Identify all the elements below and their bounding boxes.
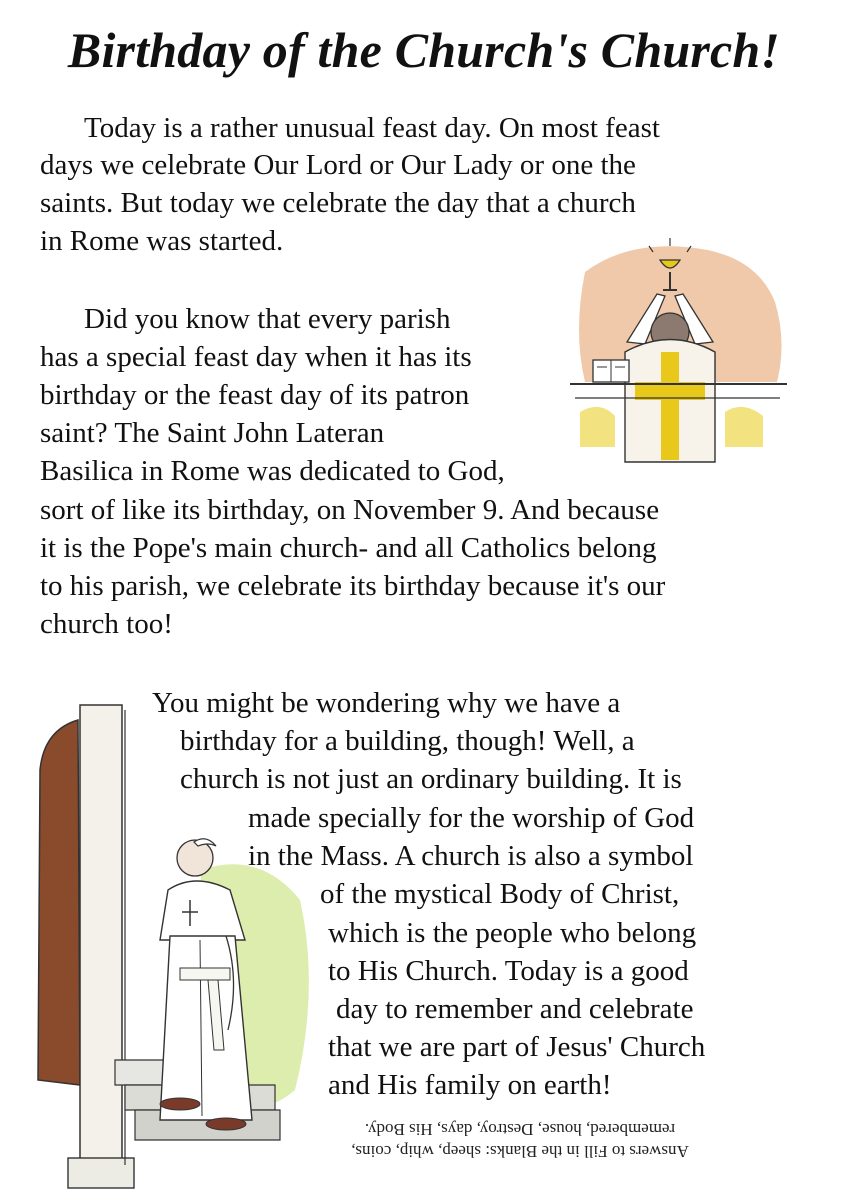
paragraph-line: that we are part of Jesus' Church <box>328 1031 706 1063</box>
paragraph-line: of the mystical Body of Christ, <box>320 878 680 910</box>
paragraph-line: made specially for the worship of God <box>248 802 695 834</box>
paragraph-line: Did you know that every parish <box>84 303 451 335</box>
priest-elevating-chalice-illustration <box>565 232 790 472</box>
paragraph-line: day to remember and celebrate <box>336 993 694 1025</box>
paragraph-line: in the Mass. A church is also a symbol <box>248 840 694 872</box>
paragraph-line: sort of like its birthday, on November 9. And because <box>40 494 660 526</box>
paragraph-line: and His family on earth! <box>328 1069 612 1101</box>
paragraph-line: birthday for a building, though! Well, a <box>180 725 635 757</box>
paragraph-line: days we celebrate Our Lord or Our Lady or one the <box>40 149 636 181</box>
paragraph-line: birthday or the feast day of its patron <box>40 379 470 411</box>
paragraph-line: in Rome was started. <box>40 225 284 257</box>
paragraph-line: saint? The Saint John Lateran <box>40 417 385 449</box>
answers-line: remembered, house, Destroy, days, His Body. <box>364 1120 676 1139</box>
paragraph-line: saints. But today we celebrate the day that a church <box>40 187 636 219</box>
pope-at-church-door-illustration <box>30 700 330 1195</box>
answers-line: Answers to Fill in the Blanks: sheep, whip, coins, <box>351 1142 689 1161</box>
paragraph-line: to his parish, we celebrate its birthday because it's our <box>40 570 666 602</box>
upside-down-answers <box>300 1118 740 1162</box>
paragraph-line: church is not just an ordinary building. It is <box>180 763 682 795</box>
paragraph-line: to His Church. Today is a good <box>328 955 689 987</box>
page-title: Birthday of the Church's Church! <box>67 22 781 78</box>
paragraph-line: has a special feast day when it has its <box>40 341 472 373</box>
paragraph-line: Today is a rather unusual feast day. On most feast <box>84 112 660 144</box>
paragraph-line: which is the people who belong <box>328 917 697 949</box>
paragraph-line: Basilica in Rome was dedicated to God, <box>40 455 505 487</box>
paragraph-line: church too! <box>40 608 173 640</box>
paragraph-line: You might be wondering why we have a <box>152 687 621 719</box>
paragraph-line: it is the Pope's main church- and all Catholics belong <box>40 532 657 564</box>
